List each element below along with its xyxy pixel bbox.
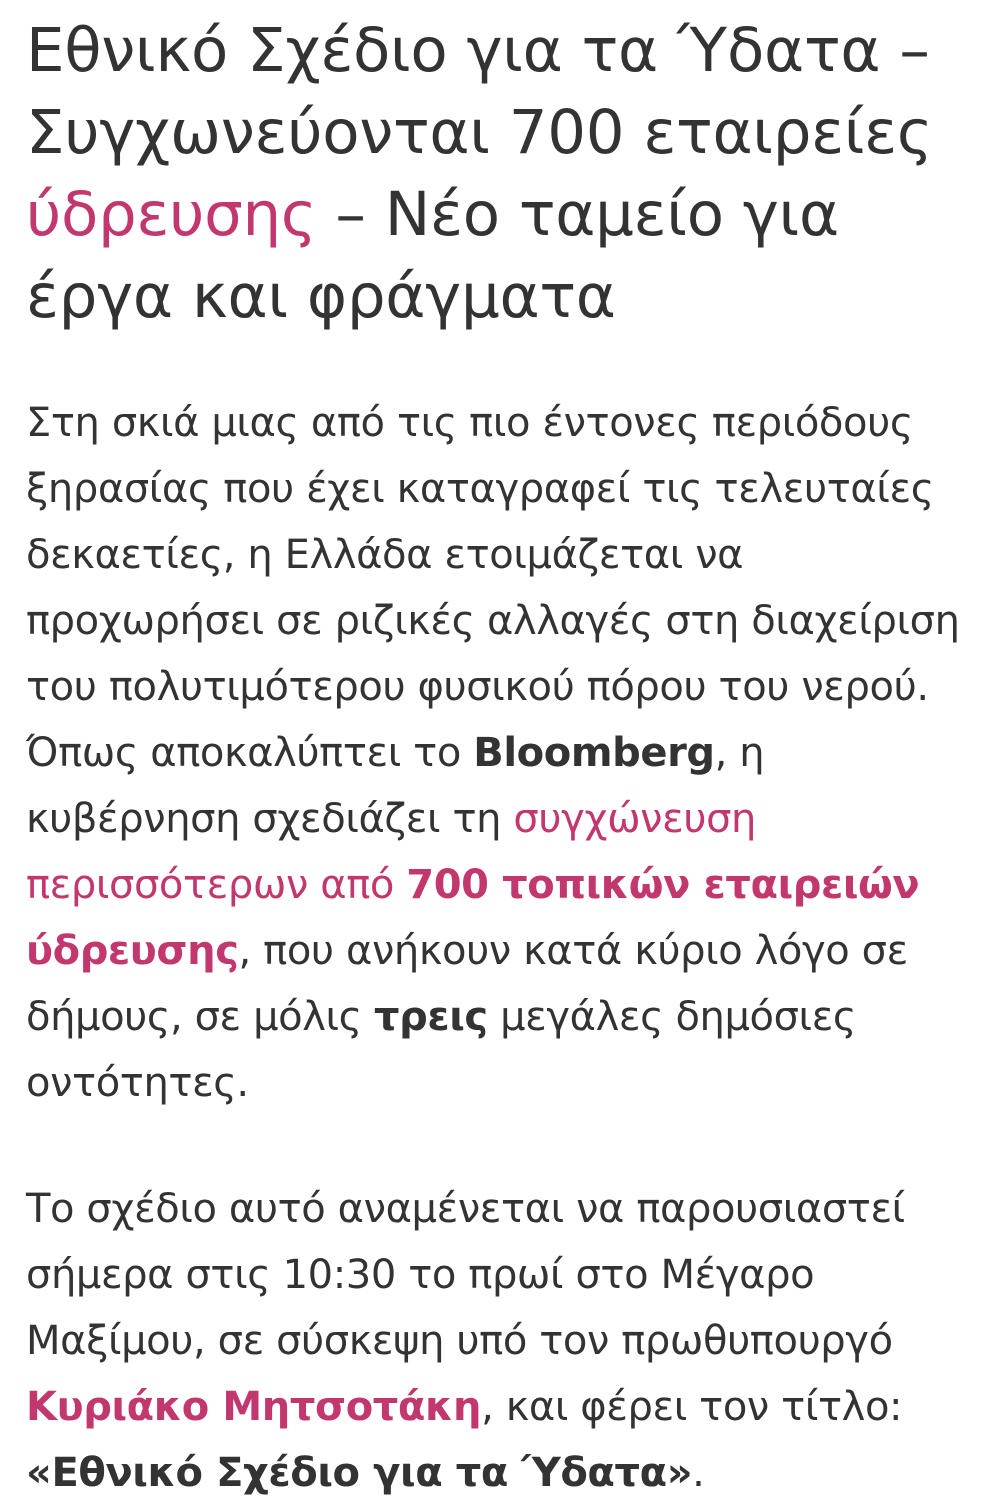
plan-text-3: .	[692, 1450, 705, 1496]
pm-link-text: Κυριάκο Μητσοτάκη	[26, 1384, 482, 1430]
plan-text-2: , και φέρει τον τίτλο:	[481, 1384, 903, 1430]
headline-accent: ύδρευσης	[26, 179, 317, 250]
plan-title: «Εθνικό Σχέδιο για τα Ύδατα»	[26, 1450, 693, 1496]
paragraph-intro	[26, 390, 972, 1116]
intro-text-1: Στη σκιά μιας από τις πιο έντονες περιόδους ξηρασίας που έχει καταγραφεί τις τελευταίες δεκαετίες, η Ελλάδα ετοιμάζεται να προχωρήσει σε ριζικές αλλαγές στη διαχείριση του πολυτιμότερου φυσικού πόρου του νερού. Όπως αποκαλύπτει το	[26, 400, 960, 776]
intro-text-3: , που ανήκουν κατά κύριο λόγο σε δήμους, σε μόλις	[26, 928, 908, 1040]
source-bloomberg: Bloomberg	[473, 730, 715, 776]
headline-text-1: Εθνικό Σχέδιο για τα Ύδατα – Συγχωνεύονται 700 εταιρείες	[26, 15, 933, 168]
pm-link[interactable]	[26, 1384, 481, 1430]
intro-text-4: μεγάλες δημόσιες οντότητες.	[26, 994, 856, 1106]
merger-link-text: συγχώνευση περισσότερων από	[26, 796, 756, 908]
bold-three: τρεις	[374, 994, 488, 1040]
headline-text-2: – Νέο ταμείο για έργα και φράγματα	[26, 179, 839, 332]
paragraph-plan	[26, 1176, 972, 1506]
article-headline	[26, 0, 972, 338]
plan-text-1: Το σχέδιο αυτό αναμένεται να παρουσιαστεί σήμερα στις 10:30 το πρωί στο Μέγαρο Μαξίμου, σε σύσκεψη υπό τον πρωθυπουργό	[26, 1186, 905, 1364]
merger-link-bold: 700 τοπικών εταιρειών ύδρευσης	[26, 862, 920, 974]
intro-text-2: , η κυβέρνηση σχεδιάζει τη	[26, 730, 765, 842]
